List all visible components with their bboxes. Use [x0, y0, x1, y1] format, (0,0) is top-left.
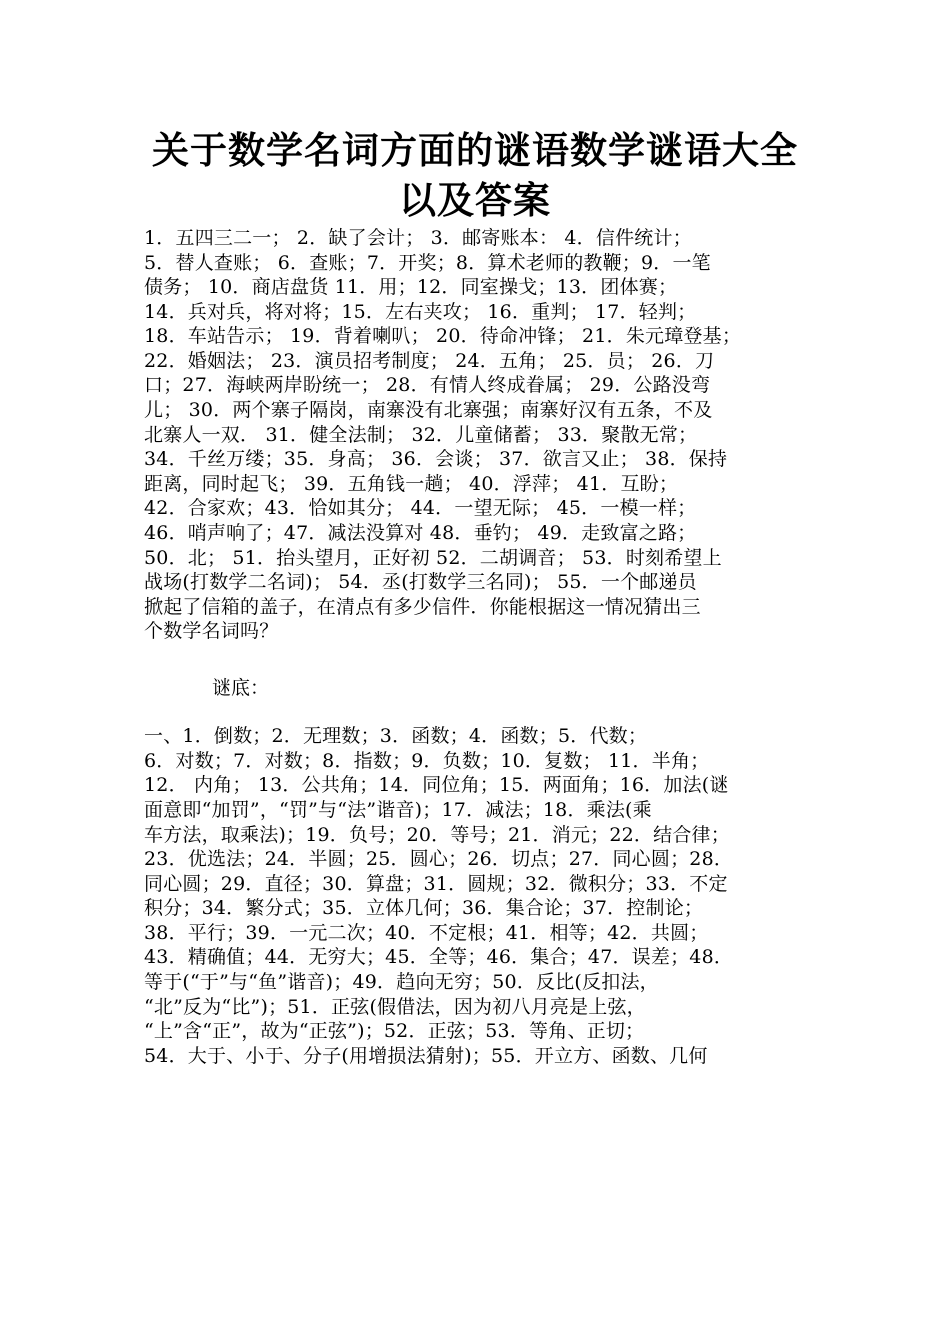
riddle-line: 儿； 30．两个寨子隔岗，南寨没有北寨强；南寨好汉有五条，不及 — [144, 399, 713, 421]
riddle-line: 1．五四三二一； 2．缺了会计； 3．邮寄账本： 4．信件统计； — [144, 227, 692, 249]
answer-line: 43．精确值；44．无穷大；45．全等；46．集合；47．误差；48． — [144, 946, 734, 968]
answers-heading: 谜底： — [212, 677, 270, 699]
riddle-line: 债务； 10．商店盘货 11．用；12．同室操戈；13．团体赛； — [144, 276, 678, 298]
riddle-line: 5．替人查账； 6．查账；7．开奖；8．算术老师的教鞭；9．一笔 — [144, 252, 711, 274]
riddle-line: 距离，同时起飞； 39．五角钱一趟； 40．浮萍； 41．互盼； — [144, 473, 679, 495]
riddle-line: 46．哨声响了；47．减法没算对 48．垂钓； 49．走致富之路； — [144, 522, 697, 544]
answer-line: 38．平行；39．一元二次；40．不定根；41．相等；42．共圆； — [144, 922, 709, 944]
document-title-line-1: 关于数学名词方面的谜语数学谜语大全 — [152, 129, 798, 172]
riddle-line: 战场(打数学二名词)； 54．丞(打数学三名同)； 55．一个邮递员 — [144, 571, 697, 593]
answer-line: 车方法，取乘法)；19．负号；20．等号；21．消元；22．结合律； — [144, 824, 730, 846]
riddle-line: 14．兵对兵，将对将；15．左右夹攻； 16．重判； 17．轻判； — [144, 301, 697, 323]
riddle-line: 34．千丝万缕；35．身高； 36．会谈； 37．欲言又止； 38．保持 — [144, 448, 728, 470]
answer-line: “上”含“正”，故为“正弦”)；52．正弦；53．等角、正切； — [144, 1020, 645, 1042]
answer-line: 面意即“加罚”，“罚”与“法”谐音)；17．减法；18．乘法(乘 — [144, 799, 652, 821]
riddle-line: 42．合家欢；43．恰如其分； 44．一望无际； 45．一模一样； — [144, 497, 697, 519]
riddle-line: 个数学名词吗？ — [144, 620, 279, 642]
answer-line: 23．优选法；24．半圆；25．圆心；26．切点；27．同心圆；28． — [144, 848, 734, 870]
riddle-line: 50．北； 51．抬头望月，正好初 52．二胡调音； 53．时刻希望上 — [144, 547, 722, 569]
answer-line: 积分；34．繁分式；35．立体几何；36．集合论；37．控制论； — [144, 897, 704, 919]
answer-line: 6．对数；7．对数；8．指数；9．负数；10．复数； 11．半角； — [144, 750, 710, 772]
answer-line: 54．大于、小于、分子(用增损法猜射)；55．开立方、函数、几何 — [144, 1045, 708, 1067]
riddle-line: 北寨人一双． 31．健全法制； 32．儿童储蓄； 33．聚散无常； — [144, 424, 698, 446]
riddle-line: 掀起了信箱的盖子，在清点有多少信件．你能根据这一情况猜出三 — [144, 596, 701, 618]
answer-line: 等于(“于”与“鱼”谐音)；49．趋向无穷；50．反比(反扣法， — [144, 971, 659, 993]
answer-line: “北”反为“比”)；51．正弦(假借法，因为初八月亮是上弦， — [144, 996, 646, 1018]
answer-line: 同心圆；29．直径；30．算盘；31．圆规；32．微积分；33．不定 — [144, 873, 728, 895]
answer-line: 12． 内角； 13．公共角；14．同位角；15．两面角；16．加法(谜 — [144, 774, 729, 796]
riddle-line: 22．婚姻法； 23．演员招考制度； 24．五角； 25．员； 26．刀 — [144, 350, 715, 372]
riddle-line: 18．车站告示； 19．背着喇叭； 20．待命冲锋； 21．朱元璋登基； — [144, 325, 742, 347]
answer-line: 一、1．倒数；2．无理数；3．函数；4．函数；5．代数； — [144, 725, 648, 747]
document-title-line-2: 以及答案 — [399, 179, 551, 222]
riddle-line: 口；27．海峡两岸盼统一； 28．有情人终成眷属； 29．公路没弯 — [144, 374, 711, 396]
